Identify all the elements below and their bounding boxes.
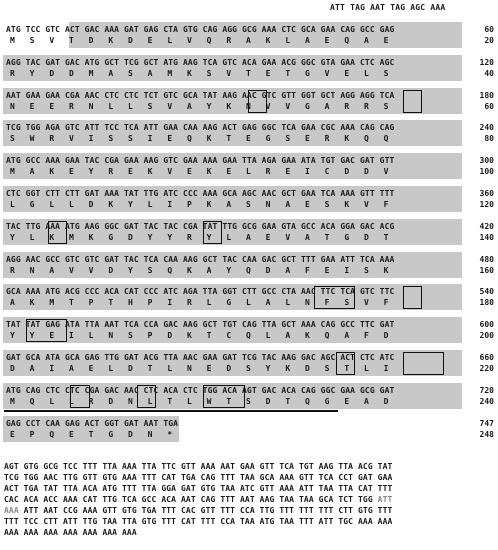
nucleotide-position: 60 xyxy=(484,25,494,34)
utr-line: TTT TCC CTT ATT TTG TAA TTA GTG TTT CAT TTT CCA TAA ATG TAA TTT ATT TGC AAA AAA xyxy=(4,517,393,526)
residue-position: 80 xyxy=(484,134,494,144)
poly-a-signal-end: AAA xyxy=(4,506,19,515)
nucleotide-position: 360 xyxy=(479,189,494,198)
utr-line: AAA AAA AAA AAA AAA AAA AAA xyxy=(4,528,137,537)
nucleotide-line: ATG TCC GTC ACT GAC AAA GAT GAG CTA GTG CAG AGG GCG AAA CTC GCA GAA CAG GCC GAG xyxy=(6,25,395,34)
residue-position: 60 xyxy=(484,101,494,111)
residue-position: 20 xyxy=(484,36,494,45)
amino-acid-line: A K M T P T H P I R L G L A L N F S V F xyxy=(10,298,389,308)
highlight-box xyxy=(137,385,156,408)
nucleotide-line: AGG AAC GCC GTC GTC GAT TAC TCA CAA AAG GCT TAC CAA GAC GCT TTT GAA ATT TCA AAA xyxy=(6,254,395,264)
residue-position: 220 xyxy=(479,364,494,373)
nucleotide-position: 420 xyxy=(479,221,494,231)
amino-acid-line: N E E R N L L S V A Y K N V V G A R R S xyxy=(10,101,389,111)
highlight-box xyxy=(203,385,244,408)
residue-position: 200 xyxy=(479,331,494,341)
nucleotide-line: ATG CAG CTC CTC CGA GAC AAC CTC ACA CTC TGG ACA AGT GAC ACA CAG GGC GAA GCG GAT xyxy=(6,385,395,395)
amino-acid-line: M Q L L R D N L T L W T S D T Q G E A D xyxy=(10,396,389,406)
utr-line: AAA ATT AAT CCG AAA GTT GTG TGA TTT CAC GTT TTT CCA TTG TTT TTT TTT CTT GTG TTT xyxy=(4,506,393,515)
residue-position: 160 xyxy=(479,265,494,275)
nucleotide-position: 240 xyxy=(479,123,494,133)
amino-acid-line: Y Y E I L N S P D K T C Q L A K Q A F D xyxy=(10,331,389,341)
amino-acid-line: D A I A E L D T L N E D S Y K D S T L I xyxy=(10,364,389,373)
nucleotide-position: 120 xyxy=(479,57,494,67)
residue-position: 100 xyxy=(479,167,494,177)
amino-acid-line: E P Q E T G D N * xyxy=(10,429,173,439)
nucleotide-position: 600 xyxy=(479,320,494,330)
highlight-box xyxy=(203,221,222,244)
highlight-box xyxy=(403,286,422,309)
residue-position: 180 xyxy=(479,298,494,308)
highlight-box xyxy=(336,352,355,375)
nucleotide-position: 540 xyxy=(479,287,494,297)
highlight-box xyxy=(26,319,67,342)
utr-line: TCG TGG AAC TTG GTT GTG AAA TTT CAT TGA CAG TTT TAA GCA AAA GTT TCA CCT GAT GAA xyxy=(4,473,393,482)
upstream-sequence: ATT TAG AAT TAG AGC AAA xyxy=(330,3,446,12)
utr-line: AGT GTG GCG TCC TTT TTA AAA TTA TTC GTT AAA AAT GAA GTT TCA TGT AAG TTA ACG TAT xyxy=(4,462,393,471)
utr-line: ACT TGA TAT TTA ACA ATG TTT TTA GGA GAT GTG TAA ATC GTT AAA ATT TAA TTA CAT TTT xyxy=(4,484,393,493)
residue-position: 40 xyxy=(484,68,494,78)
residue-position: 120 xyxy=(479,200,494,209)
residue-position: 248 xyxy=(479,429,494,439)
amino-acid-line: R N A V V D Y S Q K A Y Q D A F E I S K xyxy=(10,265,389,275)
nucleotide-position: 300 xyxy=(479,156,494,166)
highlight-box xyxy=(314,286,355,309)
nucleotide-line: TCG TGG AGA GTC ATT TCC TCA ATT GAA CAA AAG ACT GAG GGC TCA GAA CGC AAA CAG CAG xyxy=(6,123,395,133)
amino-acid-line: M S V T D K D E L V Q R A K L A E Q A E xyxy=(10,36,389,45)
nucleotide-line: TAT TAT GAG ATA TTA AAT TCA CCA GAC AAG GCT TGT CAG TTA GCT AAA CAG GCC TTC GAT xyxy=(6,320,395,330)
nucleotide-position: 480 xyxy=(479,254,494,264)
amino-acid-line: M A K E Y R E K V E K E L R E I C D D V xyxy=(10,167,389,177)
poly-a-signal-start: ATT xyxy=(377,495,393,504)
region-underline xyxy=(4,410,338,412)
nucleotide-line: TAC TTG AAA ATG AAG GGC GAT TAC TAC CGA TAT TTG GCG GAA GTA GCC ACA GGA GAC ACG xyxy=(6,221,395,231)
nucleotide-line: GAG CCT CAA GAG ACT GGT GAT AAT TGA xyxy=(6,418,179,428)
residue-position: 240 xyxy=(479,396,494,406)
highlight-box xyxy=(48,221,67,244)
amino-acid-line: Y L K M K G D Y Y R Y L A E V A T G D T xyxy=(10,232,389,242)
highlight-box xyxy=(403,352,444,375)
nucleotide-position: 180 xyxy=(479,90,494,100)
nucleotide-position: 720 xyxy=(479,385,494,395)
highlight-box xyxy=(70,385,89,408)
residue-position: 140 xyxy=(479,232,494,242)
nucleotide-line: CTC GGT CTT CTT GAT AAA TAT TTG ATC CCC AAA GCA AGC AAC GCT GAA TCA AAA GTT TTT xyxy=(6,189,395,198)
highlight-box xyxy=(248,90,267,113)
amino-acid-line: S W R V I S S I E Q K T E G S E R K Q Q xyxy=(10,134,389,144)
nucleotide-position: 660 xyxy=(479,353,494,362)
nucleotide-position: 747 xyxy=(479,418,494,428)
nucleotide-line: GCA AAA ATG ACG CCC ACA CAT CCC ATC AGA TTA GGT CTT GCC CTA AAC TTC TCA GTC TTC xyxy=(6,287,395,297)
amino-acid-line: L G L L D K Y L I P K A S N A E S K V F xyxy=(10,200,389,209)
utr-line: CAC ACA ACC AAA CAT TTG TCA GCC ACA AAT CAG TTT AAT AAG TAA TAA GCA TCT TGG ATT xyxy=(4,495,393,504)
highlight-box xyxy=(403,90,422,113)
nucleotide-line: ATG GCC AAA GAA TAC CGA GAA AAG GTC GAA AAA GAA TTA AGA GAA ATA TGT GAC GAT GTT xyxy=(6,156,395,166)
nucleotide-line: GAT GCA ATA GCA GAG TTG GAT ACG TTA AAC GAA GAT TCG TAC AAG GAC AGC ACT CTC ATC xyxy=(6,353,395,362)
amino-acid-line: R Y D D M A S A M K S V T E T G V E L S xyxy=(10,68,389,78)
nucleotide-line: AGG TAC GAT GAC ATG GCT TCG GCT ATG AAG TCA GTC ACA GAA ACG GGC GTA GAA CTC AGC xyxy=(6,57,395,67)
nucleotide-line: AAT GAA GAA CGA AAC CTC CTC TCT GTC GCA TAT AAG AAC GTC GTT GGT GCT AGG AGG TCA xyxy=(6,90,395,100)
